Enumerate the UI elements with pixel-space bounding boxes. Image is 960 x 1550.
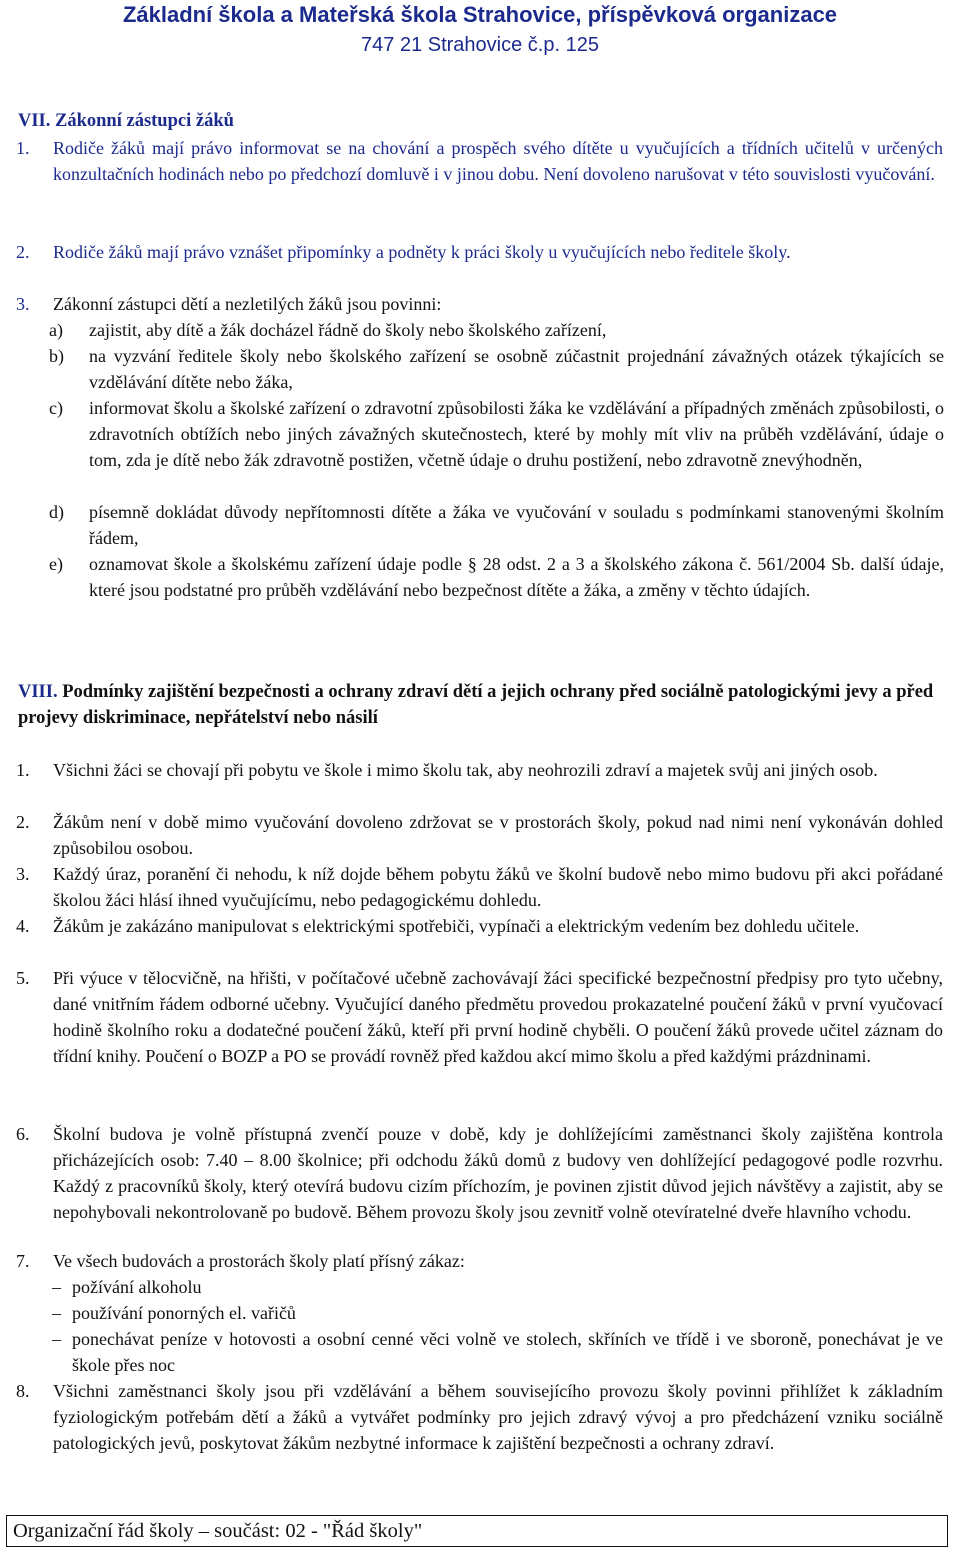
section-8-item-5 bbox=[16, 965, 943, 1069]
section-8-title bbox=[18, 679, 943, 731]
item-number: 7. bbox=[16, 1251, 30, 1271]
ban-mark: – bbox=[52, 1303, 61, 1323]
item-text: Všichni zaměstnanci školy jsou při vzdělávání a během souvisejícího provozu školy povinni přihlížet k základním fyziologickým potřebám dětí a žáků a vytvářet podmínky pro jejich zdravý vývoj a pro předcházení vzniku sociálně patologických jevů, poskytovat žákům nezbytné informace k zajištění bezpečnosti a ochrany zdraví. bbox=[53, 1381, 943, 1453]
section-8-item-6 bbox=[16, 1121, 943, 1225]
ban-text: ponechávat peníze v hotovosti a osobní cenné věci volně ve stolech, skříních ve třídě i ve sboroně, ponechávat je ve škole přes noc bbox=[72, 1329, 943, 1375]
section-7-item-2 bbox=[16, 239, 943, 265]
item-text: Žákům je zakázáno manipulovat s elektrickými spotřebiči, vypínači a elektrickým vedením bez dohledu učitele. bbox=[53, 916, 860, 936]
item-text: Při výuce v tělocvičně, na hřišti, v počítačové učebně zachovávají žáci specifické bezpečnostní předpisy pro tyto učebny, dané vnitřním řádem odborné učebny. Vyučující daného předmětu provedou prokazatelné poučení žáků v první vyučovací hodině školního roku a dodatečné poučení žáků, kteří při první hodině chyběli. O poučení žáků provede učitel záznam do třídní knihy. Poučení o BOZP a PO se provádí rovněž před každou akcí mimo školu a před každými prázdninami. bbox=[53, 968, 943, 1066]
section-7-subitem-b bbox=[49, 343, 944, 395]
section-8-item-3 bbox=[16, 861, 943, 913]
section-7-item-1 bbox=[16, 135, 943, 187]
organization-name: Základní škola a Mateřská škola Strahovice, příspěvková organizace bbox=[122, 2, 838, 27]
item-number: 4. bbox=[16, 916, 30, 936]
item-text: Všichni žáci se chovají při pobytu ve škole i mimo školu tak, aby neohrozili zdraví a majetek svůj ani jiných osob. bbox=[53, 760, 878, 780]
item-number: 5. bbox=[16, 968, 30, 988]
section-7-subitem-a bbox=[49, 317, 944, 343]
section-8-item-1 bbox=[16, 757, 943, 783]
item-text: Každý úraz, poranění či nehodu, k níž dojde během pobytu žáků ve školní budově nebo mimo budovu při akci pořádané školou žáci hlásí ihned vyučujícímu, nebo pedagogickému dohledu. bbox=[53, 864, 943, 910]
subitem-mark: c) bbox=[49, 398, 63, 418]
item-number: 1. bbox=[16, 760, 30, 780]
section-7-subitem-c bbox=[49, 395, 944, 473]
section-8-item-2 bbox=[16, 809, 943, 861]
subitem-mark: a) bbox=[49, 320, 63, 340]
section-8-number: VIII. bbox=[18, 682, 58, 702]
footer-text: Organizační řád školy – součást: 02 - "Řád školy" bbox=[13, 1520, 423, 1542]
item-number: 1. bbox=[16, 138, 30, 158]
item-text: Ve všech budovách a prostorách školy platí přísný zákaz: bbox=[53, 1251, 465, 1271]
subitem-mark: e) bbox=[49, 554, 63, 574]
subitem-mark: b) bbox=[49, 346, 64, 366]
organization-address: 747 21 Strahovice č.p. 125 bbox=[361, 34, 599, 56]
section-7-item-3 bbox=[16, 291, 943, 317]
section-7-subitem-d bbox=[49, 499, 944, 551]
section-8-item-7 bbox=[16, 1248, 943, 1274]
subitem-text: oznamovat škole a školskému zařízení údaje podle § 28 odst. 2 a 3 a školského zákona č. 561/2004 Sb. další údaje, které jsou podstatné pro průběh vzdělávání nebo bezpečnost dítěte a žáka, a změny v těchto údajích. bbox=[89, 554, 944, 600]
section-7-title: VII. Zákonní zástupci žáků bbox=[18, 111, 234, 131]
ban-item-1 bbox=[52, 1274, 943, 1300]
subitem-text: zajistit, aby dítě a žák docházel řádně do školy nebo školského zařízení, bbox=[89, 320, 607, 340]
item-number: 2. bbox=[16, 812, 30, 832]
item-number: 3. bbox=[16, 864, 30, 884]
section-8-heading: Podmínky zajištění bezpečnosti a ochrany zdraví dětí a jejich ochrany před sociálně patologickými jevy a před projevy diskriminace, nepřátelství nebo násilí bbox=[18, 682, 934, 728]
item-number: 3. bbox=[16, 294, 30, 314]
item-text: Školní budova je volně přístupná zvenčí pouze v době, kdy je dohlížejícími zaměstnanci školy zajištěna kontrola přicházejících osob: 7.40 – 8.00 školnice; při odchodu žáků domů z budovy ven dohlížející pedagogové podle rozvrhu. Každý z pracovníků školy, který otevírá budovu cizím příchozím, je povinen zjistit důvod jejich návštěvy a zajistit, aby se nepohybovali nekontrolovaně po budově. Během provozu školy jsou zevnitř volně otevíratelné dveře hlavního vchodu. bbox=[53, 1124, 943, 1222]
item-number: 6. bbox=[16, 1124, 30, 1144]
item-text: Rodiče žáků mají právo vznášet připomínky a podněty k práci školy u vyučujících nebo ředitele školy. bbox=[53, 242, 791, 262]
ban-text: používání ponorných el. vařičů bbox=[72, 1303, 296, 1323]
ban-item-2 bbox=[52, 1300, 943, 1326]
item-text: Rodiče žáků mají právo informovat se na chování a prospěch svého dítěte u vyučujících a třídních učitelů v určených konzultačních hodinách nebo po předchozí domluvě i v jinou dobu. Není dovoleno narušovat v této souvislosti vyučování. bbox=[53, 138, 943, 184]
section-8-item-8 bbox=[16, 1378, 943, 1456]
item-number: 8. bbox=[16, 1381, 30, 1401]
item-text: Žákům není v době mimo vyučování dovoleno zdržovat se v prostorách školy, pokud nad nimi není vykonáván dohled způsobilou osobou. bbox=[53, 812, 943, 858]
document-footer bbox=[6, 1515, 948, 1547]
item-text: Zákonní zástupci dětí a nezletilých žáků jsou povinni: bbox=[53, 294, 442, 314]
subitem-text: informovat školu a školské zařízení o zdravotní způsobilosti žáka ke vzdělávání a případných změnách způsobilosti, o zdravotních obtížích nebo jiných závažných skutečnostech, které by mohly mít vliv na průběh vzdělávání, údaje o tom, zda je dítě nebo žák zdravotně postižen, včetně údaje o druhu postižení, nebo zdravotně znevýhodněn, bbox=[89, 398, 944, 470]
section-7-subitem-e bbox=[49, 551, 944, 603]
ban-mark: – bbox=[52, 1277, 61, 1297]
ban-text: požívání alkoholu bbox=[72, 1277, 202, 1297]
section-8-item-4 bbox=[16, 913, 943, 939]
item-number: 2. bbox=[16, 242, 30, 262]
ban-mark: – bbox=[52, 1329, 61, 1349]
ban-item-3 bbox=[52, 1326, 943, 1378]
subitem-text: písemně dokládat důvody nepřítomnosti dítěte a žáka ve vyučování v souladu s podmínkami stanovenými školním řádem, bbox=[89, 502, 944, 548]
subitem-text: na vyzvání ředitele školy nebo školského zařízení se osobně zúčastnit projednání závažných otázek týkajících se vzdělávání dítěte nebo žáka, bbox=[89, 346, 944, 392]
subitem-mark: d) bbox=[49, 502, 64, 522]
